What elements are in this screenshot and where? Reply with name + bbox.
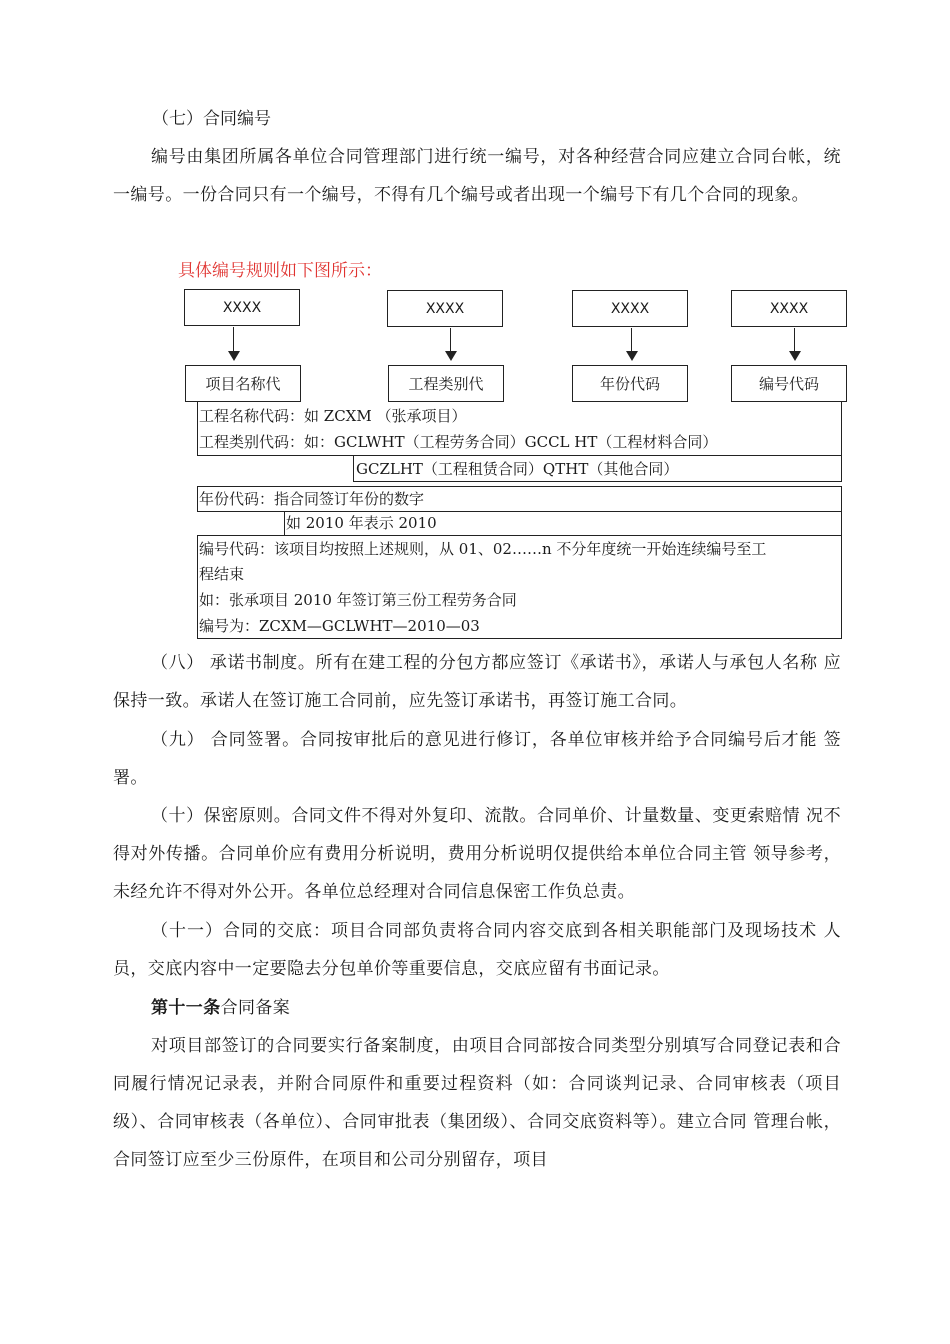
paragraph-10: （十）保密原则。合同文件不得对外复印、流散。合同单价、计量数量、变更索赔情 况不得对外传播。合同单价应有费用分析说明，费用分析说明仅提供给本单位合同主管 领导参考，未经允许不得对外公开。各单位总经理对合同信息保密工作负总责。 <box>113 806 841 902</box>
code-box-3: XXXX <box>572 290 688 327</box>
code-box-4: XXXX <box>731 290 847 327</box>
label-box-serial: 编号代码 <box>731 365 847 402</box>
code-box-2: XXXX <box>387 290 503 327</box>
paragraph-9: （九） 合同签署。合同按审批后的意见进行修订，各单位审核并给予合同编号后才能 签署。 <box>113 730 841 788</box>
label-box-project-type: 工程类别代 <box>388 365 504 402</box>
diagram-title: 具体编号规则如下图所示： <box>178 261 382 281</box>
table-row: 工程名称代码：如 ZCXM （张承项目） <box>199 407 467 425</box>
paragraph-8: （八） 承诺书制度。所有在建工程的分包方都应签订《承诺书》，承诺人与承包人名称 应保持一致。承诺人在签订施工合同前，应先签订承诺书，再签订施工合同。 <box>113 653 841 711</box>
arrow-line-2 <box>450 328 451 353</box>
code-box-1: XXXX <box>184 289 300 326</box>
table-row: GCZLHT（工程租赁合同）QTHT（其他合同） <box>356 460 679 478</box>
table-row: 如：张承项目 2010 年签订第三份工程劳务合同 <box>199 591 517 609</box>
table-row: 如 2010 年表示 2010 <box>286 514 437 532</box>
paragraph-11: （十一）合同的交底：项目合同部负责将合同内容交底到各相关职能部门及现场技术 人员，交底内容中一定要隐去分包单价等重要信息，交底应留有书面记录。 <box>113 921 841 979</box>
label-box-project-name: 项目名称代 <box>185 365 301 402</box>
arrow-down-icon <box>789 351 801 361</box>
arrow-line-1 <box>233 327 234 353</box>
table-row: 年份代码：指合同签订年份的数字 <box>199 490 425 508</box>
article-11-heading <box>113 989 841 1027</box>
table-row: 编号为：ZCXM—GCLWHT—2010—03 <box>199 617 480 635</box>
arrow-line-3 <box>631 328 632 353</box>
section-heading-7: （七）合同编号 <box>152 109 271 129</box>
table-row: 工程类别代码：如：GCLWHT（工程劳务合同）GCCL HT（工程材料合同） <box>199 433 718 451</box>
arrow-down-icon <box>445 351 457 361</box>
table-row: 编号代码：该项目均按照上述规则，从 01、02……n 不分年度统一开始连续编号至工 <box>199 540 767 558</box>
article-11-paragraph: 对项目部签订的合同要实行备案制度，由项目合同部按合同类型分别填写合同登记表和合同履行情况记录表，并附合同原件和重要过程资料（如：合同谈判记录、合同审核表（项目级）、合同审核表（各单位）、合同审批表（集团级）、合同交底资料等）。建立合同 管理台帐，合同签订应至少三份原件，在项目和公司分别留存，项目 <box>113 1036 841 1170</box>
article-number: 第十一条 <box>151 998 221 1018</box>
label-box-year: 年份代码 <box>572 365 688 402</box>
article-title: 合同备案 <box>220 998 291 1018</box>
arrow-down-icon <box>228 351 240 361</box>
table-row: 程结束 <box>199 565 245 583</box>
arrow-line-4 <box>794 328 795 353</box>
arrow-down-icon <box>626 351 638 361</box>
section-7-paragraph: 编号由集团所属各单位合同管理部门进行统一编号，对各种经营合同应建立合同台帐，统一编号。一份合同只有一个编号，不得有几个编号或者出现一个编号下有几个合同的现象。 <box>113 147 841 205</box>
